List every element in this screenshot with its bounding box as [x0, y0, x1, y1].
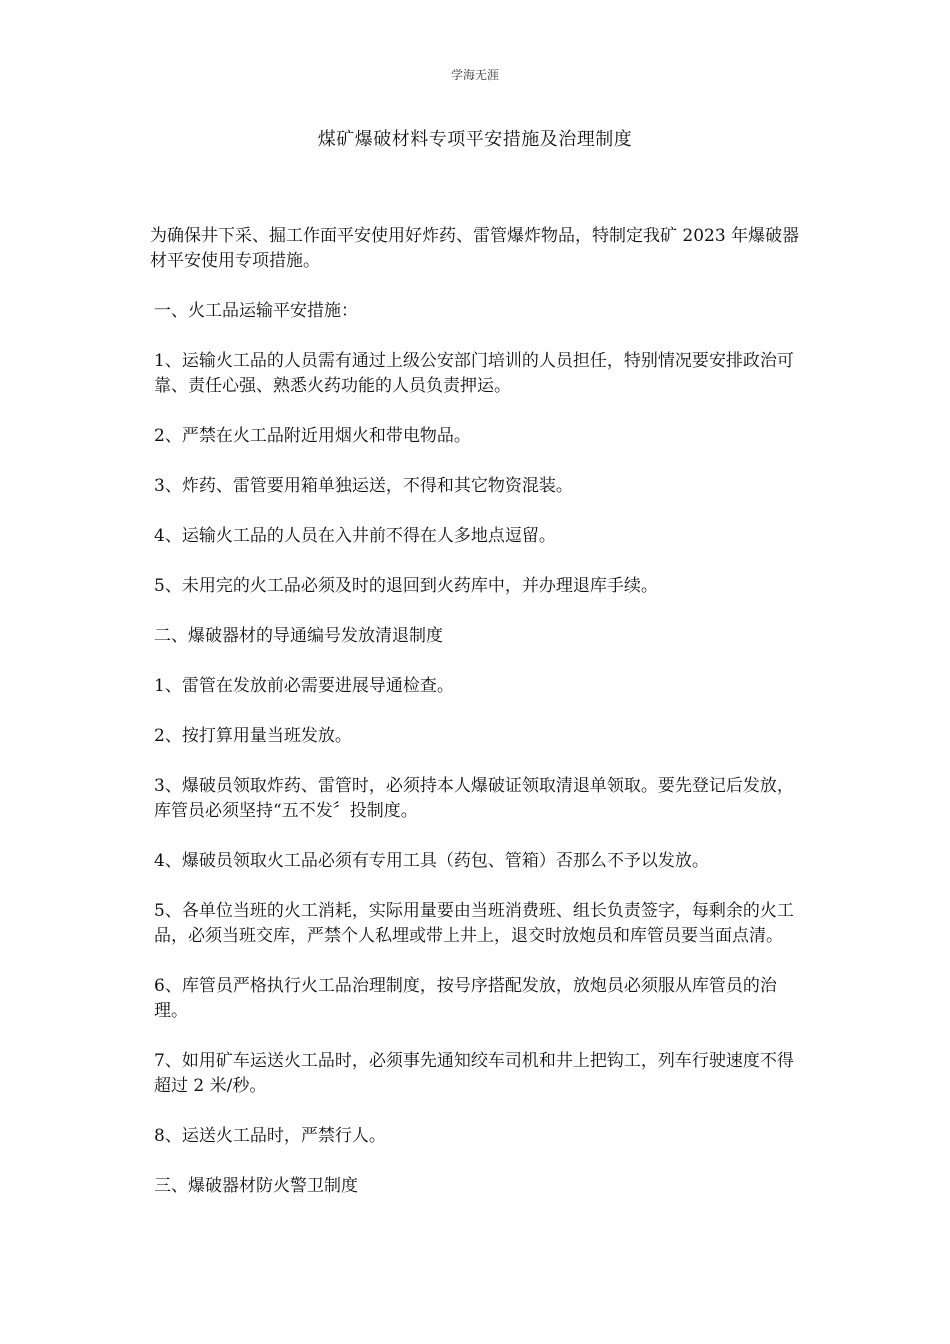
list-item: 5、未用完的火工品必须及时的退回到火药库中，并办理退库手续。 [154, 576, 658, 596]
section-heading-2: 二、爆破器材的导通编号发放清退制度 [154, 626, 443, 646]
list-item: 5、各单位当班的火工消耗，实际用量要由当班消费班、组长负责签字，每剩余的火工品，必须当班交库，严禁个人私埋或带上井上，退交时放炮员和库管员要当面点清。 [154, 901, 794, 946]
list-item: 8、运送火工品时，严禁行人。 [154, 1126, 386, 1146]
list-item: 2、严禁在火工品附近用烟火和带电物品。 [154, 426, 471, 446]
page-header: 学海无涯 [450, 68, 499, 82]
list-item: 3、炸药、雷管要用箱单独运送，不得和其它物资混装。 [154, 476, 573, 496]
list-item: 4、运输火工品的人员在入井前不得在人多地点逗留。 [154, 526, 556, 546]
list-item: 6、库管员严格执行火工品治理制度，按号序搭配发放，放炮员必须服从库管员的治理。 [154, 976, 777, 1021]
list-item: 1、运输火工品的人员需有通过上级公安部门培训的人员担任，特别情况要安排政治可靠、责任心强、熟悉火药功能的人员负责押运。 [154, 351, 794, 396]
list-item: 2、按打算用量当班发放。 [154, 726, 352, 746]
list-item: 1、雷管在发放前必需要进展导通检查。 [154, 676, 454, 696]
document-body [150, 224, 802, 1199]
list-item: 7、如用矿车运送火工品时，必须事先通知绞车司机和井上把钩工，列车行驶速度不得超过 2 米/秒。 [154, 1051, 794, 1096]
document-title: 煤矿爆破材料专项平安措施及治理制度 [317, 129, 633, 150]
intro-paragraph: 为确保井下采、掘工作面平安使用好炸药、雷管爆炸物品，特制定我矿 2023 年爆破器材平安使用专项措施。 [150, 226, 800, 271]
list-item: 3、爆破员领取炸药、雷管时，必须持本人爆破证领取清退单领取。要先登记后发放，库管员必须坚持“五不发〞投制度。 [154, 776, 794, 821]
list-item: 4、爆破员领取火工品必须有专用工具（药包、管箱）否那么不予以发放。 [154, 851, 709, 871]
section-heading-1: 一、火工品运输平安措施： [154, 301, 358, 321]
section-heading-3: 三、爆破器材防火警卫制度 [154, 1176, 358, 1196]
